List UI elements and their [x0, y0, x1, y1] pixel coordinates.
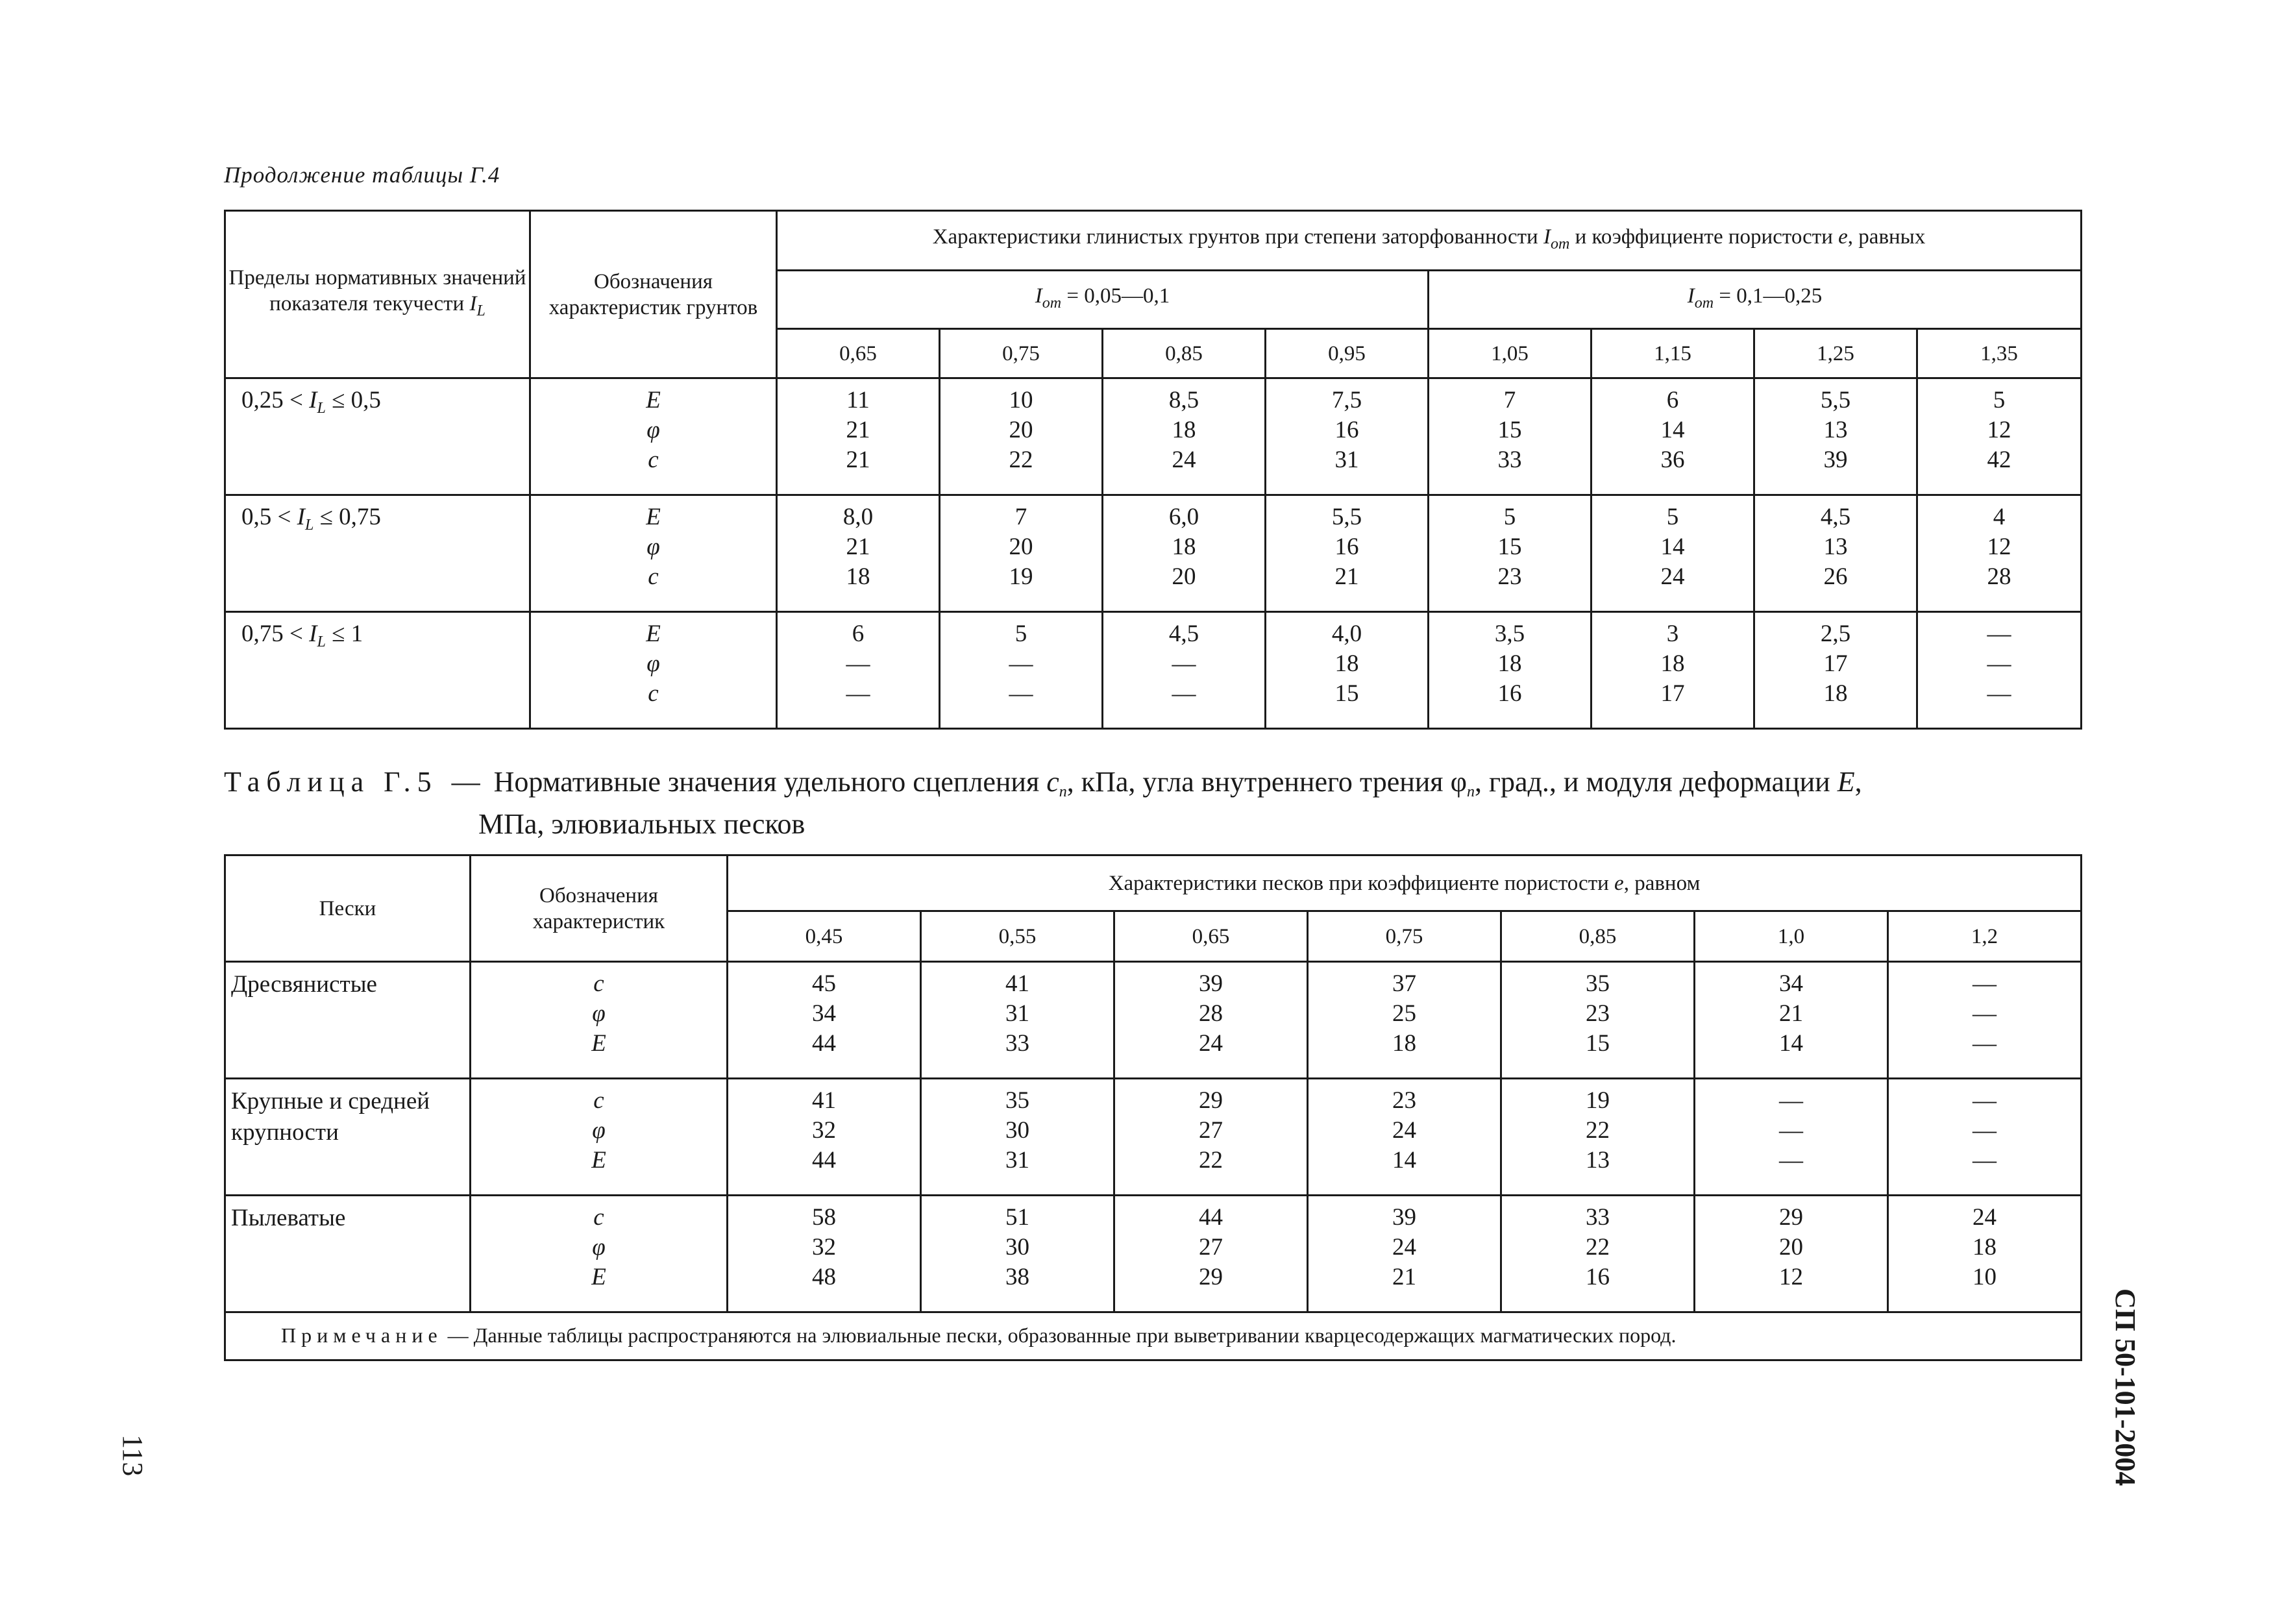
- value-cell: 35 23 15: [1501, 962, 1695, 1079]
- value-cell: 3,5 18 16: [1429, 612, 1592, 729]
- header-characteristic-symbols: Обозначения характеристик: [471, 855, 728, 962]
- header-peat-range-1: $I_{от}$ = 0,05—0,1: [777, 271, 1429, 329]
- table-row: [225, 495, 2082, 612]
- value-cell: 4,5 — —: [1103, 612, 1266, 729]
- value-cell: 37 25 18: [1308, 962, 1501, 1079]
- header-porosity: 0,65: [777, 329, 940, 378]
- value-cell: 4,0 18 15: [1266, 612, 1429, 729]
- value-cell: 5 — —: [940, 612, 1103, 729]
- value-cell: 58 32 48: [728, 1196, 921, 1312]
- symbol-cell: c φ E: [471, 1196, 728, 1312]
- value-cell: 34 21 14: [1695, 962, 1888, 1079]
- value-cell: 5,5 16 21: [1266, 495, 1429, 612]
- value-cell: 5 12 42: [1917, 378, 2082, 495]
- value-cell: 4 12 28: [1917, 495, 2082, 612]
- value-cell: 51 30 38: [921, 1196, 1114, 1312]
- header-porosity: 1,25: [1754, 329, 1917, 378]
- value-cell: 8,5 18 24: [1103, 378, 1266, 495]
- header-clay-characteristics: Характеристики глинистых грунтов при степени заторфованности $I_{от}$ и коэффициенте пористости e, равных: [777, 211, 2082, 271]
- header-porosity: 0,75: [940, 329, 1103, 378]
- symbol-cell: E φ c: [530, 612, 777, 729]
- header-sand-characteristics: Характеристики песков при коэффициенте пористости e, равном: [728, 855, 2082, 911]
- header-soil-symbols: Обозначения характеристик грунтов: [530, 211, 777, 378]
- value-cell: — — —: [1917, 612, 2082, 729]
- value-cell: 7 15 33: [1429, 378, 1592, 495]
- value-cell: — — —: [1888, 962, 2082, 1079]
- value-cell: 24 18 10: [1888, 1196, 2082, 1312]
- value-cell: 4,5 13 26: [1754, 495, 1917, 612]
- table-row: [225, 1196, 2082, 1312]
- header-porosity: 1,35: [1917, 329, 2082, 378]
- value-cell: 3 18 17: [1592, 612, 1754, 729]
- value-cell: 41 32 44: [728, 1079, 921, 1196]
- header-porosity: 0,45: [728, 911, 921, 962]
- table-note: Примечание — Данные таблицы распространяются на элювиальные пески, образованные при выветривании кварцесодержащих магматических пород.: [225, 1312, 2082, 1360]
- value-cell: 5,5 13 39: [1754, 378, 1917, 495]
- value-cell: 19 22 13: [1501, 1079, 1695, 1196]
- table-row: [225, 962, 2082, 1079]
- value-cell: 6 — —: [777, 612, 940, 729]
- value-cell: 6 14 36: [1592, 378, 1754, 495]
- symbol-cell: c φ E: [471, 1079, 728, 1196]
- value-cell: 6,0 18 20: [1103, 495, 1266, 612]
- fluidity-limit-cell: $0,25 < I_L \le 0,5$: [225, 378, 530, 495]
- value-cell: 5 14 24: [1592, 495, 1754, 612]
- document-id: СП 50-101-2004: [2109, 1288, 2141, 1486]
- table-g5-title: Таблица Г.5 — Нормативные значения удельного сцепления $c_n$, кПа, угла внутреннего трения $\varphi_n$, град., и модуля деформации E, МПа, элювиальных песков: [224, 766, 1862, 840]
- header-porosity: 1,05: [1429, 329, 1592, 378]
- sand-type-cell: Пылеватые: [225, 1196, 471, 1312]
- value-cell: 29 20 12: [1695, 1196, 1888, 1312]
- value-cell: — — —: [1695, 1079, 1888, 1196]
- table-g5: [224, 854, 2082, 1361]
- table-row: [225, 612, 2082, 729]
- table-continuation-caption: Продолжение таблицы Г.4: [224, 162, 500, 188]
- header-porosity: 0,85: [1103, 329, 1266, 378]
- value-cell: 7 20 19: [940, 495, 1103, 612]
- value-cell: 33 22 16: [1501, 1196, 1695, 1312]
- value-cell: 45 34 44: [728, 962, 921, 1079]
- header-porosity: 1,15: [1592, 329, 1754, 378]
- value-cell: 23 24 14: [1308, 1079, 1501, 1196]
- value-cell: 35 30 31: [921, 1079, 1114, 1196]
- header-porosity: 0,75: [1308, 911, 1501, 962]
- header-porosity: 0,85: [1501, 911, 1695, 962]
- header-porosity: 0,95: [1266, 329, 1429, 378]
- fluidity-limit-cell: $0,5 < I_L \le 0,75$: [225, 495, 530, 612]
- table-g4-continuation: [224, 210, 2082, 730]
- header-porosity: 1,2: [1888, 911, 2082, 962]
- header-porosity: 0,55: [921, 911, 1114, 962]
- page-number: 113: [117, 1434, 149, 1477]
- table-row: [225, 1079, 2082, 1196]
- value-cell: 29 27 22: [1114, 1079, 1308, 1196]
- header-sand-type: Пески: [225, 855, 471, 962]
- symbol-cell: E φ c: [530, 378, 777, 495]
- header-peat-range-2: $I_{от}$ = 0,1—0,25: [1429, 271, 2082, 329]
- symbol-cell: c φ E: [471, 962, 728, 1079]
- header-porosity: 1,0: [1695, 911, 1888, 962]
- value-cell: 10 20 22: [940, 378, 1103, 495]
- sand-type-cell: Крупные и средней крупности: [225, 1079, 471, 1196]
- table-row: [225, 378, 2082, 495]
- value-cell: 7,5 16 31: [1266, 378, 1429, 495]
- fluidity-limit-cell: $0,75 < I_L \le 1$: [225, 612, 530, 729]
- value-cell: 44 27 29: [1114, 1196, 1308, 1312]
- value-cell: — — —: [1888, 1079, 2082, 1196]
- value-cell: 41 31 33: [921, 962, 1114, 1079]
- value-cell: 8,0 21 18: [777, 495, 940, 612]
- value-cell: 39 28 24: [1114, 962, 1308, 1079]
- value-cell: 11 21 21: [777, 378, 940, 495]
- header-porosity: 0,65: [1114, 911, 1308, 962]
- sand-type-cell: Дресвянистые: [225, 962, 471, 1079]
- symbol-cell: E φ c: [530, 495, 777, 612]
- value-cell: 39 24 21: [1308, 1196, 1501, 1312]
- value-cell: 2,5 17 18: [1754, 612, 1917, 729]
- header-fluidity-limits: Пределы нормативных значений показателя текучести $I_L$: [225, 211, 530, 378]
- value-cell: 5 15 23: [1429, 495, 1592, 612]
